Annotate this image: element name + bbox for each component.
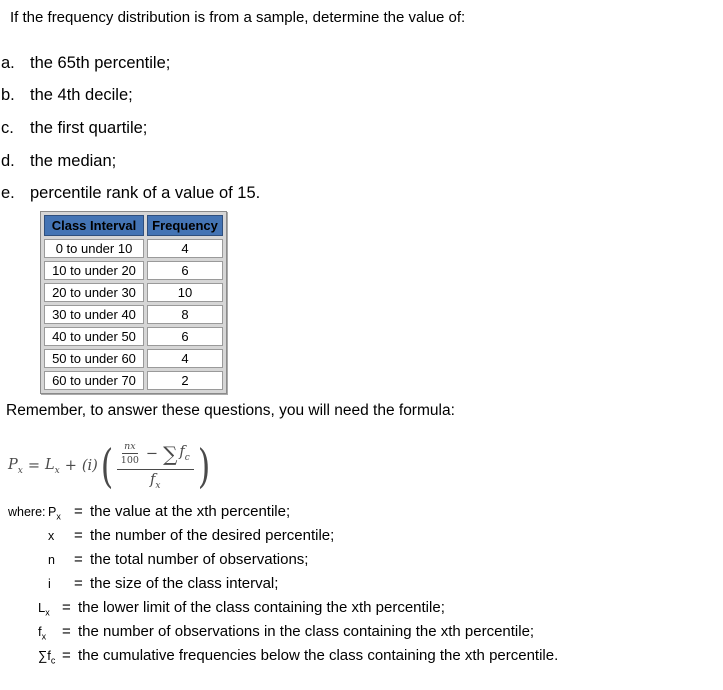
definition-text: the number of the desired percentile; [90,527,335,544]
definition-line-fx [8,623,558,647]
class-interval-cell: 50 to under 60 [44,349,144,368]
table-row [44,371,223,390]
percentile-formula [8,438,213,494]
frequency-cell: 2 [147,371,223,390]
variable-definitions-list [8,503,558,671]
table-row [44,327,223,346]
class-interval-cell: 20 to under 30 [44,283,144,302]
definition-line-Px [8,503,558,527]
minus-sign: − [145,445,159,462]
fraction-numerator [117,441,194,470]
frequency-cell: 6 [147,261,223,280]
question-item-c [1,119,147,138]
definition-symbol: $L_x$ [38,600,50,618]
definition-line-Lx [8,599,558,623]
definition-symbol: i [48,577,51,591]
definition-text: the cumulative frequencies below the class containing the xth percentile. [78,647,559,664]
class-interval-cell: 60 to under 70 [44,371,144,390]
frequency-cell: 4 [147,349,223,368]
question-item-a [1,54,170,73]
open-parenthesis: ( [100,439,114,493]
formula-term-Lx: $L_x$ [45,456,60,476]
table-row [44,283,223,302]
equals-sign: = [62,623,71,640]
nx-over-100-fraction: nx 100 [120,441,139,467]
question-text: the 4th decile; [30,86,133,104]
question-letter: b. [1,86,15,104]
table-header-row [44,215,223,236]
question-item-e [1,184,260,203]
question-letter: d. [1,152,15,170]
where-label: where: [8,505,46,519]
frequency-cell: 6 [147,327,223,346]
equals-sign: = [74,575,83,592]
question-letter: a. [1,54,15,72]
table-row [44,261,223,280]
class-interval-cell: 30 to under 40 [44,305,144,324]
class-interval-cell: 10 to under 20 [44,261,144,280]
question-prompt: If the frequency distribution is from a sample, determine the value of: [10,9,466,26]
question-letter: c. [1,119,14,137]
question-item-b [1,86,133,105]
table-row [44,349,223,368]
table-row [44,239,223,258]
formula-term-fx: $f_x$ [150,472,161,491]
definition-line-i [8,575,558,599]
equals-sign: = [62,647,71,664]
fraction-denominator [150,470,160,491]
definition-line-n [8,551,558,575]
column-header-class-interval: Class Interval [44,215,144,236]
definition-symbol: n [48,553,55,567]
definition-text: the number of observations in the class containing the xth percentile; [78,623,535,640]
definition-line-x [8,527,558,551]
close-parenthesis: ) [197,439,211,493]
formula-term-fc: $f_c$ [179,444,190,463]
frequency-distribution-table [40,211,227,394]
frequency-cell: 4 [147,239,223,258]
column-header-frequency: Frequency [147,215,223,236]
equals-sign: = [74,551,83,568]
definition-line-sum-fc [8,647,558,671]
equals-sign: = [27,458,40,474]
definition-symbol: x [48,529,55,543]
formula-term-Px: $P_x$ [8,456,23,476]
equals-sign: = [62,599,71,616]
question-text: the median; [30,152,117,170]
formula-fraction [117,441,194,491]
frequency-cell: 10 [147,283,223,302]
formula-term-i: (i) [81,458,98,474]
question-text: the first quartile; [30,119,148,137]
question-item-d [1,152,116,171]
question-text: the 65th percentile; [30,54,171,72]
definition-symbol: $P_x$ [48,505,61,522]
plus-sign: + [64,458,77,474]
definition-text: the lower limit of the class containing the xth percentile; [78,599,445,616]
formula-reminder-text: Remember, to answer these questions, you will need the formula: [6,402,455,419]
sigma-symbol: ∑ [163,441,178,466]
definition-symbol: $\sum f_c$ [38,648,56,666]
class-interval-cell: 0 to under 10 [44,239,144,258]
definition-text: the size of the class interval; [90,575,279,592]
question-letter: e. [1,184,15,202]
definition-symbol: $f_x$ [38,624,47,642]
definition-text: the total number of observations; [90,551,309,568]
definition-text: the value at the xth percentile; [90,503,291,520]
table-row [44,305,223,324]
frequency-cell: 8 [147,305,223,324]
class-interval-cell: 40 to under 50 [44,327,144,346]
equals-sign: = [74,527,83,544]
equals-sign: = [74,503,83,520]
question-text: percentile rank of a value of 15. [30,184,261,202]
